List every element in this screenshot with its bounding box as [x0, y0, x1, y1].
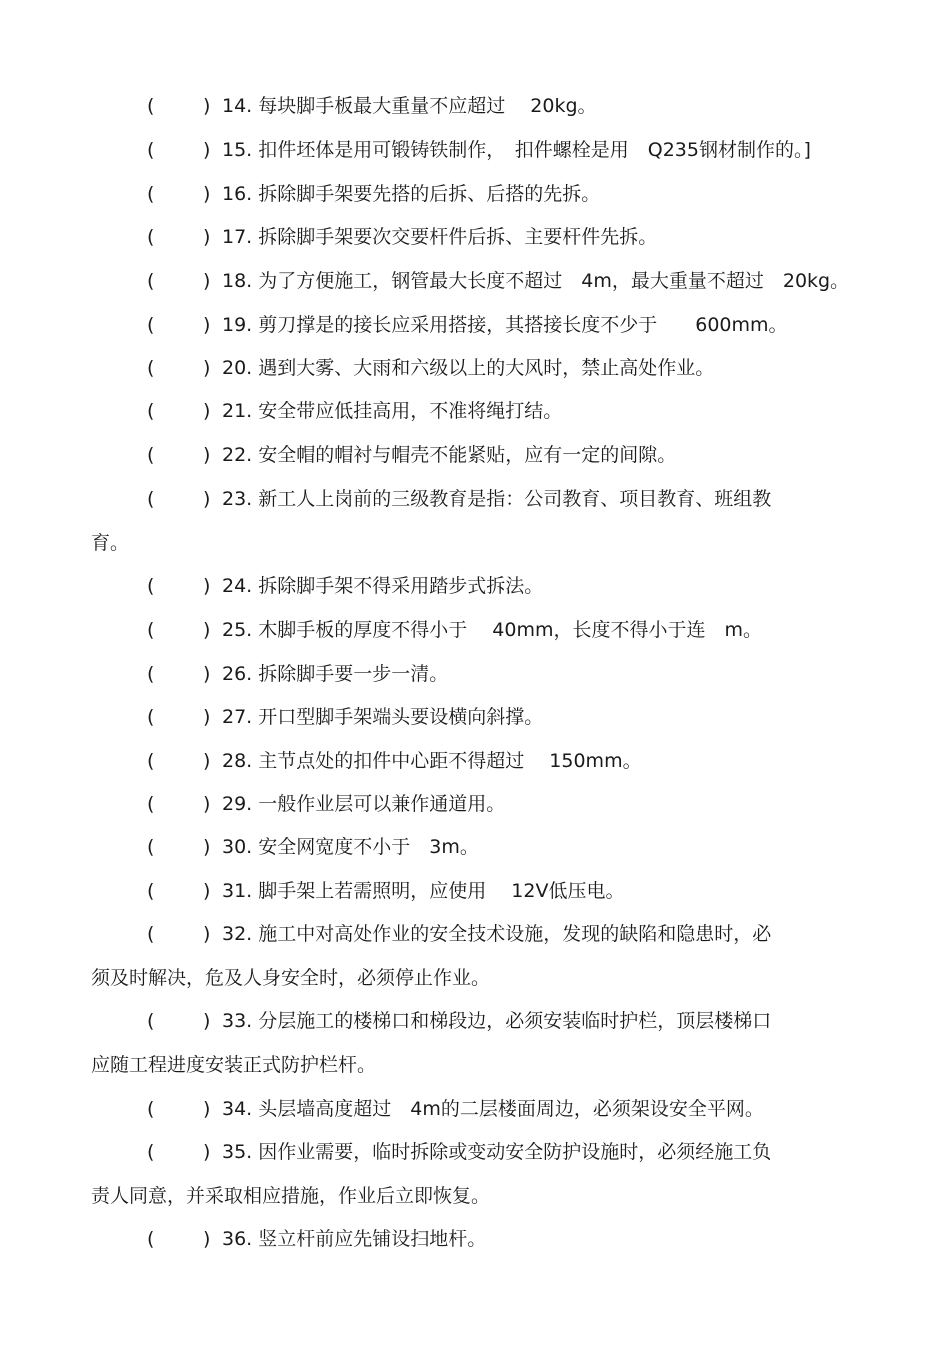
question-text: 28. 主节点处的扣件中心距不得超过 150mm。	[222, 750, 642, 772]
answer-paren-open: (	[147, 139, 155, 161]
question-text: 24. 拆除脚手架不得采用踏步式拆法。	[222, 575, 544, 597]
answer-paren-close: )	[203, 357, 211, 379]
question-item	[0, 1091, 950, 1127]
question-item	[0, 743, 950, 779]
answer-paren-close: )	[203, 400, 211, 422]
answer-paren-close: )	[203, 880, 211, 902]
answer-paren-close: )	[203, 836, 211, 858]
question-item	[0, 916, 950, 952]
answer-paren-close: )	[203, 923, 211, 945]
answer-paren-open: (	[147, 663, 155, 685]
question-text: 18. 为了方便施工，钢管最大长度不超过 4m，最大重量不超过 20kg。	[222, 270, 850, 292]
question-text-continuation: 责人同意，并采取相应措施，作业后立即恢复。	[91, 1185, 491, 1207]
question-item	[0, 481, 950, 517]
answer-paren-open: (	[147, 750, 155, 772]
question-text-continuation: 育。	[91, 532, 130, 554]
question-text: 21. 安全带应低挂高用，不准将绳打结。	[222, 400, 563, 422]
question-item	[0, 612, 950, 648]
answer-paren-close: )	[203, 488, 211, 510]
answer-paren-open: (	[147, 1141, 155, 1163]
answer-paren-open: (	[147, 444, 155, 466]
question-text: 17. 拆除脚手架要次交要杆件后拆、主要杆件先拆。	[222, 226, 658, 248]
answer-paren-close: )	[203, 226, 211, 248]
question-text: 29. 一般作业层可以兼作通道用。	[222, 793, 506, 815]
answer-paren-open: (	[147, 619, 155, 641]
answer-paren-open: (	[147, 357, 155, 379]
answer-paren-open: (	[147, 314, 155, 336]
question-item	[0, 132, 950, 168]
question-text: 30. 安全网宽度不小于 3m。	[222, 836, 479, 858]
question-item	[0, 307, 950, 343]
answer-paren-close: )	[203, 1010, 211, 1032]
question-text: 35. 因作业需要，临时拆除或变动安全防护设施时，必须经施工负	[222, 1141, 772, 1163]
answer-paren-close: )	[203, 706, 211, 728]
answer-paren-open: (	[147, 95, 155, 117]
question-text: 19. 剪刀撑是的接长应采用搭接，其搭接长度不少于 600mm。	[222, 314, 788, 336]
question-text: 23. 新工人上岗前的三级教育是指：公司教育、项目教育、班组教	[222, 488, 772, 510]
question-item	[0, 176, 950, 212]
answer-paren-close: )	[203, 750, 211, 772]
question-item	[0, 829, 950, 865]
question-item	[0, 393, 950, 429]
answer-paren-close: )	[203, 183, 211, 205]
question-text: 14. 每块脚手板最大重量不应超过 20kg。	[222, 95, 597, 117]
answer-paren-open: (	[147, 575, 155, 597]
answer-paren-open: (	[147, 488, 155, 510]
question-text: 34. 头层墙高度超过 4m的二层楼面周边，必须架设安全平网。	[222, 1098, 764, 1120]
question-text-continuation: 须及时解决，危及人身安全时，必须停止作业。	[91, 967, 491, 989]
question-text: 33. 分层施工的楼梯口和梯段边，必须安装临时护栏，顶层楼梯口	[222, 1010, 772, 1032]
question-item	[0, 699, 950, 735]
question-text: 25. 木脚手板的厚度不得小于 40mm，长度不得小于连 m。	[222, 619, 762, 641]
answer-paren-close: )	[203, 314, 211, 336]
question-text: 27. 开口型脚手架端头要设横向斜撑。	[222, 706, 544, 728]
answer-paren-close: )	[203, 663, 211, 685]
answer-paren-close: )	[203, 444, 211, 466]
question-text: 26. 拆除脚手要一步一清。	[222, 663, 449, 685]
answer-paren-open: (	[147, 836, 155, 858]
question-item	[0, 88, 950, 124]
answer-paren-close: )	[203, 1098, 211, 1120]
answer-paren-open: (	[147, 923, 155, 945]
question-item	[0, 437, 950, 473]
answer-paren-open: (	[147, 226, 155, 248]
answer-paren-open: (	[147, 880, 155, 902]
answer-paren-close: )	[203, 139, 211, 161]
answer-paren-open: (	[147, 793, 155, 815]
answer-paren-open: (	[147, 706, 155, 728]
question-item	[0, 656, 950, 692]
question-text-continuation: 应随工程进度安装正式防护栏杆。	[91, 1054, 377, 1076]
question-item	[0, 1003, 950, 1039]
answer-paren-close: )	[203, 95, 211, 117]
answer-paren-open: (	[147, 183, 155, 205]
question-item	[0, 873, 950, 909]
question-text: 36. 竖立杆前应先铺设扫地杆。	[222, 1228, 487, 1250]
answer-paren-close: )	[203, 1141, 211, 1163]
question-text: 16. 拆除脚手架要先搭的后拆、后搭的先拆。	[222, 183, 601, 205]
question-item	[0, 263, 950, 299]
answer-paren-close: )	[203, 1228, 211, 1250]
question-item	[0, 568, 950, 604]
question-text: 31. 脚手架上若需照明，应使用 12V低压电。	[222, 880, 625, 902]
question-item	[0, 786, 950, 822]
answer-paren-close: )	[203, 619, 211, 641]
question-text: 20. 遇到大雾、大雨和六级以上的大风时，禁止高处作业。	[222, 357, 715, 379]
answer-paren-open: (	[147, 1098, 155, 1120]
answer-paren-open: (	[147, 400, 155, 422]
answer-paren-close: )	[203, 793, 211, 815]
question-text: 32. 施工中对高处作业的安全技术设施，发现的缺陷和隐患时，必	[222, 923, 772, 945]
question-item	[0, 350, 950, 386]
question-text: 22. 安全帽的帽衬与帽壳不能紧贴，应有一定的间隙。	[222, 444, 677, 466]
answer-paren-close: )	[203, 575, 211, 597]
answer-paren-open: (	[147, 1010, 155, 1032]
question-item	[0, 1134, 950, 1170]
question-text: 15. 扣件坯体是用可锻铸铁制作， 扣件螺栓是用 Q235钢材制作的。]	[222, 139, 811, 161]
answer-paren-close: )	[203, 270, 211, 292]
question-item	[0, 219, 950, 255]
question-item	[0, 1221, 950, 1257]
answer-paren-open: (	[147, 1228, 155, 1250]
answer-paren-open: (	[147, 270, 155, 292]
